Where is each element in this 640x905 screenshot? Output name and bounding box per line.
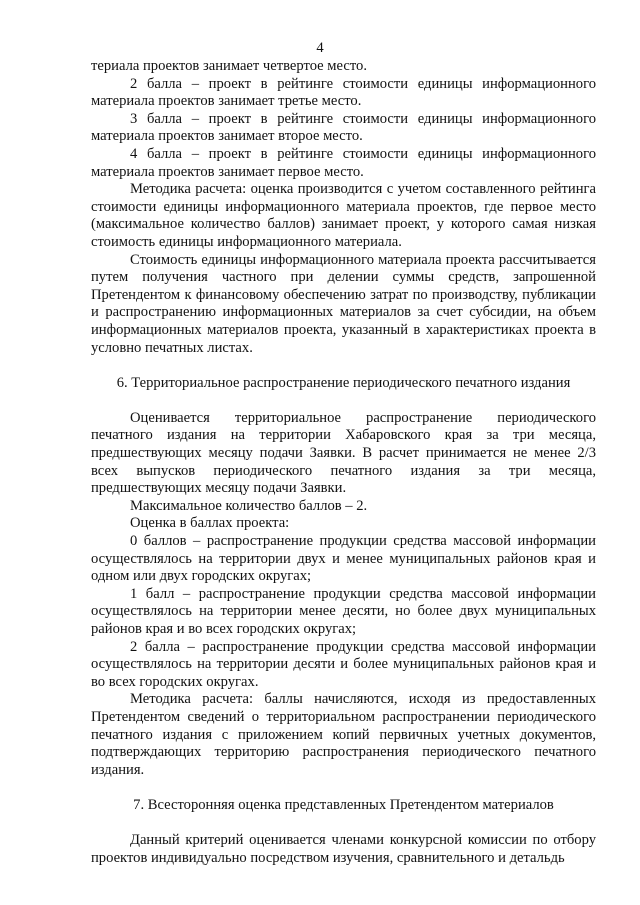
section-gap	[91, 779, 596, 797]
paragraph-score-4: 4 балла – проект в рейтинге стоимости единицы информационного материала проектов занимает первое место.	[91, 145, 596, 180]
paragraph-continuation: териала проектов занимает четвертое место.	[91, 58, 367, 74]
page-number: 4	[316, 40, 324, 56]
paragraph-score-2: 2 балла – проект в рейтинге стоимости единицы информационного материала проектов занимает третье место.	[91, 75, 596, 110]
section-heading-6: 6. Территориальное распространение периодического печатного издания	[116, 374, 571, 391]
paragraph-calculation-method-territory: Методика расчета: баллы начисляются, исходя из предоставленных Претендентом сведений о территориальном распространении периодического печатного издания с приложением копий первичных учетных документов, подтверждающих территорию распространения периодического печатного издания.	[91, 691, 596, 778]
section-heading-7: 7. Всесторонняя оценка представленных Претендентом материалов	[133, 796, 554, 813]
document-body	[91, 58, 596, 867]
section-gap	[91, 357, 596, 375]
section-gap	[91, 392, 596, 410]
paragraph-territorial-distribution: Оценивается территориальное распространение периодического печатного издания на территории Хабаровского края за три месяца, предшествующих месяцу подачи Заявки. В расчет принимается не менее 2/3 всех выпусков периодического печатного издания за три месяца, предшествующих месяцу подачи Заявки.	[91, 409, 596, 497]
paragraph-score-3: 3 балла – проект в рейтинге стоимости единицы информационного материала проектов занимает второе место.	[91, 110, 596, 145]
section-gap	[91, 815, 596, 833]
paragraph-score-1: 1 балл – распространение продукции средства массовой информации осуществлялось на территории менее десяти, но более двух муниципальных районов края и во всех городских округах;	[91, 585, 596, 637]
paragraph-score-intro: Оценка в баллах проекта:	[130, 515, 290, 532]
paragraph-comprehensive-assessment: Данный критерий оценивается членами конкурсной комиссии по отбору проектов индивидуально посредством изучения, сравнительного и детальдь	[91, 832, 596, 866]
paragraph-max-score: Максимальное количество баллов – 2.	[130, 497, 368, 514]
paragraph-unit-cost: Стоимость единицы информационного материала проекта рассчитывается путем получения частного при делении суммы средств, запрошенной Претендентом к финансовому обеспечению затрат по производству, публикации и распространению информационных материалов за счет субсидии, на объем информационных материалов проекта, указанный в характеристиках проекта в условно печатных листах.	[91, 251, 596, 356]
paragraph-score-2-territory: 2 балла – распространение продукции средства массовой информации осуществлялось на территории десяти и более муниципальных районов края и во всех городских округах.	[91, 638, 596, 690]
paragraph-score-0: 0 баллов – распространение продукции средства массовой информации осуществлялось на территории двух и менее муниципальных районов края и одном или двух городских округах;	[91, 533, 596, 585]
paragraph-calculation-method: Методика расчета: оценка производится с учетом составленного рейтинга стоимости единицы информационного материала проектов, где первое место (максимальное количество баллов) занимает проект, у которого самая низкая стоимость единицы информационного материала.	[91, 181, 596, 250]
